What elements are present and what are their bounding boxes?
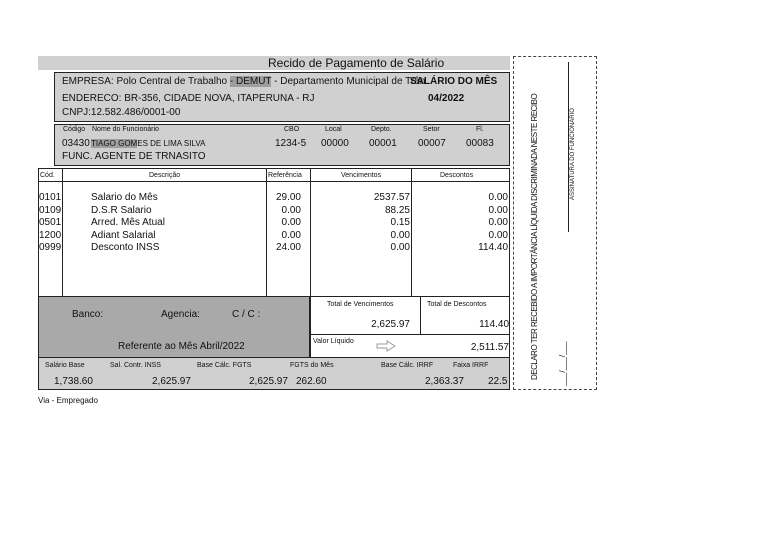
item-description: Desconto INSS — [91, 242, 160, 254]
total-vencimentos-value: 2,625.97 — [371, 319, 410, 330]
period-value: 04/2022 — [428, 93, 465, 104]
table-row — [38, 230, 510, 242]
signature-label: ASSINATURA DO FUNCIONÁRIO — [570, 108, 576, 200]
vencimentos-header: Vencimentos — [341, 172, 382, 179]
calc-irrf-value: 2,363.37 — [425, 376, 464, 387]
item-vencimentos: 0.00 — [390, 229, 410, 241]
employee-function: FUNC. AGENTE DE TRNASITO — [62, 151, 206, 162]
setor-header: Setor — [423, 126, 440, 133]
referencia-header: Referência — [268, 172, 302, 179]
item-descontos: 0.00 — [488, 192, 508, 203]
contr-inss-header: Sal. Contr. INSS — [110, 362, 161, 369]
employee-name — [91, 139, 205, 148]
net-value: 2,511.57 — [470, 342, 509, 353]
employee-name-rest: ES DE LIMA SILVA — [137, 139, 206, 148]
fgts-mes-header: FGTS do Mês — [290, 362, 334, 369]
item-code: 0501 — [39, 217, 62, 229]
signature-stub — [513, 56, 597, 390]
employee-code: 03430 — [62, 138, 90, 149]
agency-label: Agencia: — [161, 309, 200, 320]
fl-value: 00083 — [466, 138, 494, 149]
table-row — [38, 217, 510, 229]
item-vencimentos: 2537.57 — [373, 192, 410, 203]
item-vencimentos: 88.25 — [384, 204, 410, 216]
account-label: C / C : — [232, 309, 261, 320]
faixa-irrf-value: 22.5 — [488, 376, 508, 387]
items-list — [38, 192, 510, 262]
item-description: Salario do Mês — [91, 192, 158, 203]
item-descontos: 0.00 — [488, 217, 508, 229]
descricao-header: Descrição — [149, 172, 181, 179]
arrow-right-icon — [376, 340, 396, 352]
reference-month: Referente ao Mês Abril/2022 — [118, 341, 245, 352]
item-descontos: 114.40 — [478, 242, 508, 254]
setor-value: 00007 — [418, 138, 446, 149]
cbo-header: CBO — [284, 126, 300, 133]
table-row — [38, 242, 510, 254]
calc-fgts-value: 2,625.97 — [249, 376, 288, 387]
receipt-title: Recido de Pagamento de Salário — [268, 56, 445, 70]
local-header: Local — [325, 126, 342, 133]
fl-header: Fl. — [476, 126, 484, 133]
copy-label: Via - Empregado — [38, 396, 98, 405]
total-descontos-value: 114.40 — [479, 319, 509, 330]
salario-base-value: 1,738.60 — [54, 376, 93, 387]
company-name-prefix: EMPRESA: Polo Central de Trabalho — [62, 76, 230, 87]
item-descontos: 0.00 — [488, 229, 508, 241]
item-description: Adiant Salarial — [91, 229, 156, 241]
company-name — [62, 76, 425, 87]
calc-fgts-header: Base Cálc. FGTS — [197, 362, 252, 369]
item-reference: 0.00 — [281, 217, 301, 229]
company-name-highlight: - DEMUT — [229, 76, 272, 87]
depto-header: Depto. — [371, 126, 392, 133]
item-code: 0999 — [39, 242, 62, 254]
item-description: Arred. Mês Atual — [91, 217, 165, 229]
table-row — [38, 205, 510, 217]
item-reference: 29.00 — [275, 192, 301, 203]
item-vencimentos: 0.15 — [390, 217, 410, 229]
declaration-text: DECLARO TER RECEBIDO A IMPORTÂNCIA LÍQUIDA DISCRIMINADA NESTE RECIBO — [530, 93, 539, 380]
item-reference: 24.00 — [275, 242, 301, 254]
employee-name-highlight: TIAGO GOM — [91, 139, 138, 148]
table-row — [38, 192, 510, 204]
calc-irrf-header: Base Cálc. IRRF — [381, 362, 434, 369]
total-vencimentos-label: Total de Vencimentos — [327, 301, 394, 308]
signature-line — [568, 62, 569, 232]
local-value: 00000 — [321, 138, 349, 149]
date-slashes: ___/___/___ — [558, 341, 567, 386]
totals-row-divider — [310, 334, 510, 335]
period-label: SALÁRIO DO MÊS — [410, 76, 498, 87]
salario-base-header: Salário Base — [45, 362, 85, 369]
item-vencimentos: 0.00 — [390, 242, 410, 254]
faixa-irrf-header: Faixa IRRF — [453, 362, 489, 369]
cod-header: Cód. — [40, 172, 55, 179]
item-reference: 0.00 — [281, 204, 301, 216]
cbo-value: 1234-5 — [275, 138, 307, 149]
employee-name-header: Nome do Funcionário — [92, 126, 159, 133]
descontos-header: Descontos — [440, 172, 474, 179]
company-address: ENDERECO: BR-356, CIDADE NOVA, ITAPERUNA - RJ — [62, 93, 315, 104]
total-descontos-label: Total de Descontos — [427, 301, 487, 308]
items-header-divider — [38, 181, 510, 182]
totals-divider — [420, 296, 421, 334]
item-code: 0101 — [39, 192, 62, 203]
employee-code-header: Código — [63, 126, 86, 133]
bank-label: Banco: — [72, 309, 104, 320]
item-code: 1200 — [39, 229, 62, 241]
depto-value: 00001 — [369, 138, 397, 149]
item-reference: 0.00 — [281, 229, 301, 241]
item-code: 0109 — [39, 204, 62, 216]
company-name-suffix: - Departamento Municipal de Trân — [271, 76, 426, 87]
fgts-mes-value: 262.60 — [296, 376, 327, 387]
company-cnpj: CNPJ:12.582.486/0001-00 — [62, 107, 181, 118]
item-descontos: 0.00 — [488, 204, 508, 216]
item-description: D.S.R Salario — [91, 204, 152, 216]
net-value-label: Valor Líquido — [313, 338, 354, 345]
contr-inss-value: 2,625.97 — [152, 376, 191, 387]
